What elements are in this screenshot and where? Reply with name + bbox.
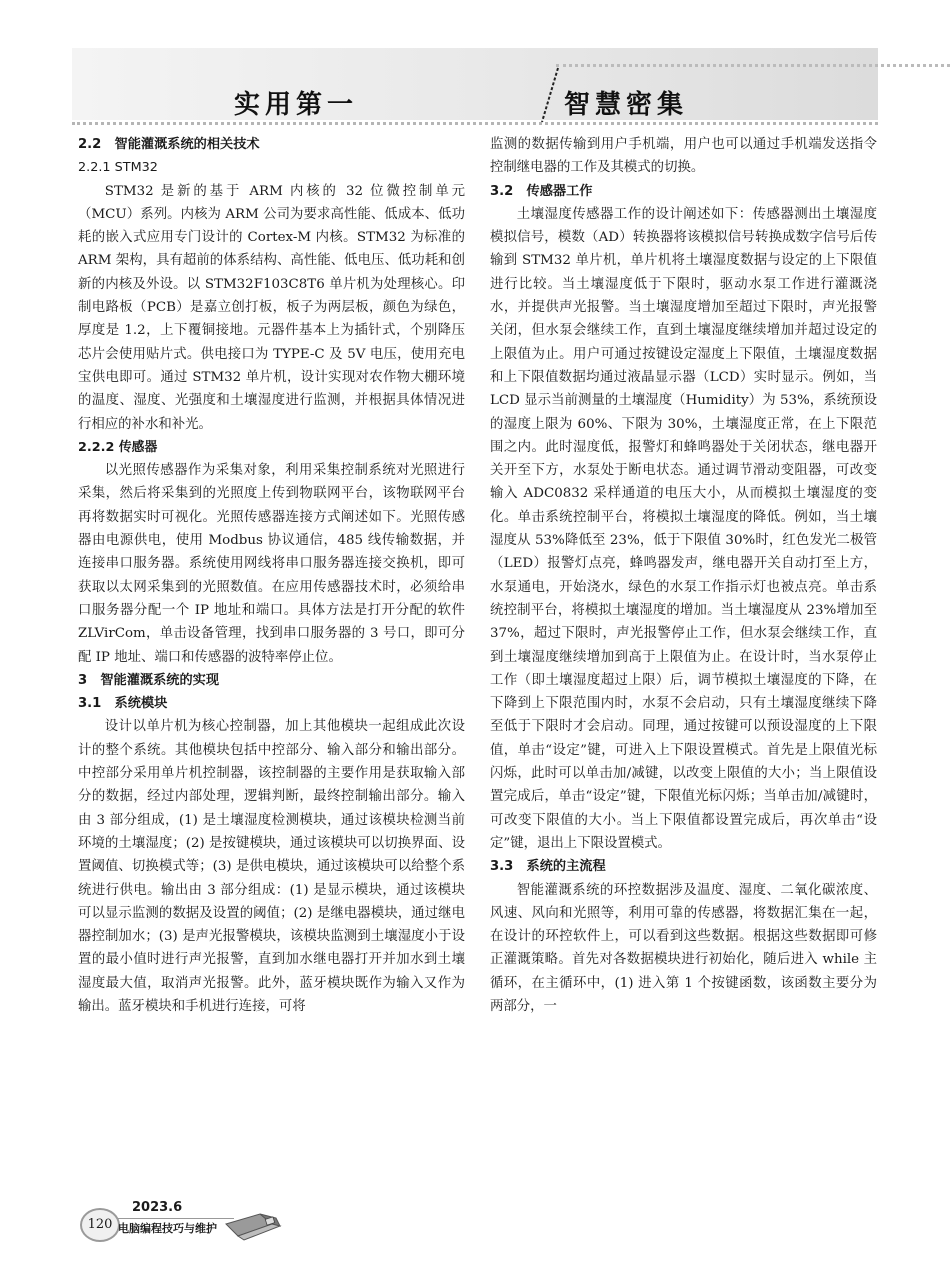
paragraph: 设计以单片机为核心控制器，加上其他模块一起组成此次设计的整个系统。其他模块包括中控部分、输入部分和输出部分。中控部分采用单片机控制器，该控制器的主要作用是获取输入部分的数据，经过内部处理，逻辑判断，最终控制输出部分。输入由 3 部分组成，(1) 是土壤湿度检测模块，通过该模块检测当前环境的土壤湿度；(2) 是按键模块，通过该模块可以切换界面、设置阈值、切换模式等；(3) 是供电模块，通过该模块可以给整个系统进行供电。输出由 3 部分组成：(1) 是显示模块，通过该模块可以显示监测的数据及设置的阈值；(2) 是继电器模块，通过继电器控制加水；(3) 是声光报警模块，该模块监测到土壤湿度小于设置的最小值时进行声光报警，直到加水继电器打开并加水到土壤湿度最大值，取消声光报警。此外，蓝牙模块既作为输入又作为输出。蓝牙模块和手机进行连接，可将 [78, 719, 465, 1014]
section-heading: 3.3 系统的主流程 [490, 859, 606, 875]
paragraph: STM32 是新的基于 ARM 内核的 32 位微控制单元（MCU）系列。内核为 ARM 公司为要求高性能、低成本、低功耗的嵌入式应用专门设计的 Cortex-M 内核。STM32 为标准的 ARM 架构，具有超前的体系结构、高性能、低电压、低功耗和创新的内核及外设。以 STM32F103C8T6 单片机为处理核心。印制电路板（PCB）是嘉立创打板，板子为两层板，颜色为绿色，厚度是 1.2，上下覆铜接地。元器件基本上为插针式，个别降压芯片会使用贴片式。供电接口为 TYPE-C 及 5V 电压，使用充电宝供电即可。通过 STM32 单片机，设计实现对农作物大棚环境的温度、湿度、光强度和土壤湿度进行监测，并根据具体情况进行相应的补水和补光。 [78, 183, 465, 432]
paragraph: 土壤湿度传感器工作的设计阐述如下：传感器测出土壤湿度模拟信号，模数（AD）转换器将该模拟信号转换成数字信号后传输到 STM32 单片机，单片机将土壤湿度数据与设定的上下限值进行比较。当土壤湿度低于下限时，驱动水泵工作进行灌溉浇水，并提供声光报警。当土壤湿度增加至超过下限时，声光报警关闭，但水泵会继续工作，直到土壤湿度继续增加并超过设定的上限值为止。用户可通过按键设定湿度上下限值，土壤湿度数据和上下限值数据均通过液晶显示器（LCD）实时显示。例如，当 LCD 显示当前测量的土壤湿度（Humidity）为 53%，系统预设的湿度上限为 60%、下限为 30%，土壤湿度正常，在上下限范围之内。此时湿度低，报警灯和蜂鸣器处于关闭状态，继电器开关开至下方，水泵处于断电状态。通过调节滑动变阻器，可改变输入 ADC0832 采样通道的电压大小，从而模拟土壤湿度的变化。单击系统控制平台，将模拟土壤湿度的降低。例如，当土壤湿度从 53%降低至 23%，低于下限值 30%时，红色发光二极管（LED）报警灯点亮，蜂鸣器发声，继电器开关自动打至上方，水泵通电，开始浇水，绿色的水泵工作指示灯也被点亮。单击系统控制平台，将模拟土壤湿度的增加。当土壤湿度从 23%增加至 37%，超过下限时，声光报警停止工作，但水泵会继续工作，直到土壤湿度继续增加到高于上限值为止。在设计时，当水泵停止工作（即土壤湿度超过上限）后，调节模拟土壤湿度的下降，在下降到上下限范围内时，水泵不会启动，只有土壤湿度继续下降至低于下限时才会启动。同理，通过按键可以预设湿度的上下限值，单击“设定”键，可进入上下限设置模式。首先是上限值光标闪烁，此时可以单击加/减键，以改变上限值的大小；当上限值设置完成后，单击“设定”键，下限值光标闪烁；当单击加/减键时，可改变下限值的大小。当上下限值都设置完成后，再次单击“设定”键，退出上下限设置模式。 [490, 206, 877, 851]
paragraph: 智能灌溉系统的环控数据涉及温度、湿度、二氧化碳浓度、风速、风向和光照等，利用可靠的传感器，将数据汇集在一起，在设计的环控软件上，可以看到这些数据。根据这些数据即可修正灌溉策略。首先对各数据模块进行初始化，随后进入 while 主循环，在主循环中，(1) 进入第 1 个按键函数，该函数主要分为两部分，一 [490, 882, 877, 1014]
usb-drive-icon [220, 1210, 282, 1242]
page-header [72, 18, 878, 120]
section-heading: 3.1 系统模块 [78, 696, 168, 712]
page-number: 120 [80, 1208, 120, 1242]
section-heading: 3 智能灌溉系统的实现 [78, 672, 220, 688]
header-title-right: 智慧密集 [564, 90, 689, 120]
section-heading: 3.2 传感器工作 [490, 183, 593, 199]
header-background [72, 48, 878, 120]
footer-rule [114, 1218, 234, 1219]
header-slash-ornament [538, 66, 562, 124]
page-footer [70, 1198, 300, 1248]
paragraph: 监测的数据传输到用户手机端，用户也可以通过手机端发送指令控制继电器的工作及其模式的切换。 [490, 137, 877, 176]
journal-name: 电脑编程技巧与维护 [118, 1222, 217, 1235]
subsection-heading: 2.2.1 STM32 [78, 160, 158, 176]
left-column [78, 133, 465, 1018]
right-column [490, 133, 877, 1018]
subsection-heading: 2.2.2 传感器 [78, 439, 158, 455]
header-dotted-rule [72, 122, 878, 125]
issue-label: 2023.6 [132, 1200, 183, 1215]
header-top-dotted-rule [556, 64, 950, 67]
paragraph: 以光照传感器作为采集对象，利用采集控制系统对光照进行采集，然后将采集到的光照度上传到物联网平台，该物联网平台再将数据实时可视化。光照传感器连接方式阐述如下。光照传感器由电源供电，使用 Modbus 协议通信，485 线传输数据，并连接串口服务器。系统使用网线将串口服务器连接交换机，即可获取以太网采集到的光照数值。在应用传感器技术时，必须给串口服务器分配一个 IP 地址和端口。具体方法是打开分配的软件 ZLVirCom，单击设备管理，找到串口服务器的 3 号口，即可分配 IP 地址、端口和传感器的波特率停止位。 [78, 463, 465, 665]
header-title-left: 实用第一 [233, 90, 358, 120]
section-heading: 2.2 智能灌溉系统的相关技术 [78, 137, 260, 152]
